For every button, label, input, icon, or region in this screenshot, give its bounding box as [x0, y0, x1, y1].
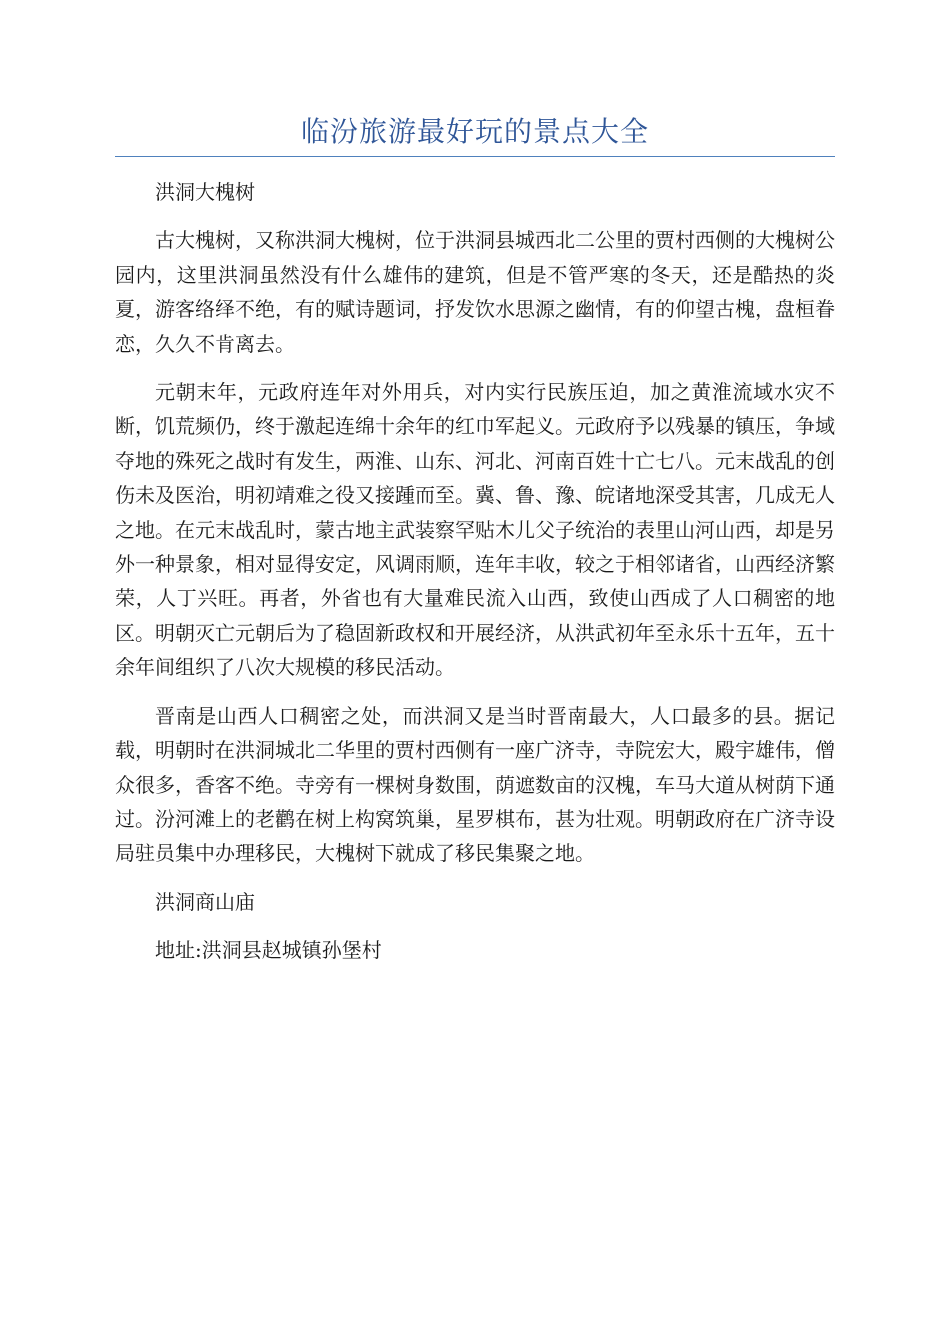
- title-underline: [115, 156, 835, 157]
- paragraph-history: 元朝末年，元政府连年对外用兵，对内实行民族压迫，加之黄淮流域水灾不断，饥荒频仍，终于激起连绵十余年的红巾军起义。元政府予以残暴的镇压，争域夺地的殊死之战时有发生，两淮、山东、河北、河南百姓十亡七八。元末战乱的创伤未及医治，明初靖难之役又接踵而至。冀、鲁、豫、皖诸地深受其害，几成无人之地。在元末战乱时，蒙古地主武装察罕贴木儿父子统治的表里山河山西，却是另外一种景象，相对显得安定，风调雨顺，连年丰收，较之于相邻诸省，山西经济繁荣，人丁兴旺。再者，外省也有大量难民流入山西，致使山西成了人口稠密的地区。明朝灭亡元朝后为了稳固新政权和开展经济，从洪武初年至永乐十五年，五十余年间组织了八次大规模的移民活动。: [115, 380, 835, 680]
- address-line: 地址:洪洞县赵城镇孙堡村: [155, 938, 382, 963]
- section-heading-shangshanmiao: 洪洞商山庙: [155, 889, 255, 914]
- document-title: 临汾旅游最好玩的景点大全: [300, 115, 649, 148]
- document-page: [115, 0, 835, 982]
- paragraph-intro: 古大槐树，又称洪洞大槐树，位于洪洞县城西北二公里的贾村西侧的大槐树公园内，这里洪洞虽然没有什么雄伟的建筑，但是不管严寒的冬天，还是酷热的炎夏，游客络绎不绝，有的赋诗题词，抒发饮水思源之幽情，有的仰望古槐，盘桓眷恋，久久不肯离去。: [115, 228, 835, 356]
- section-heading-dahuaishu: 洪洞大槐树: [155, 180, 255, 204]
- paragraph-migration: 晋南是山西人口稠密之处，而洪洞又是当时晋南最大，人口最多的县。据记载，明朝时在洪洞城北二华里的贾村西侧有一座广济寺，寺院宏大，殿宇雄伟，僧众很多，香客不绝。寺旁有一棵树身数围，荫遮数亩的汉槐，车马大道从树荫下通过。汾河滩上的老鹳在树上构窝筑巢，星罗棋布，甚为壮观。明朝政府在广济寺设局驻员集中办理移民，大槐树下就成了移民集聚之地。: [115, 703, 835, 866]
- document-body: [115, 175, 835, 968]
